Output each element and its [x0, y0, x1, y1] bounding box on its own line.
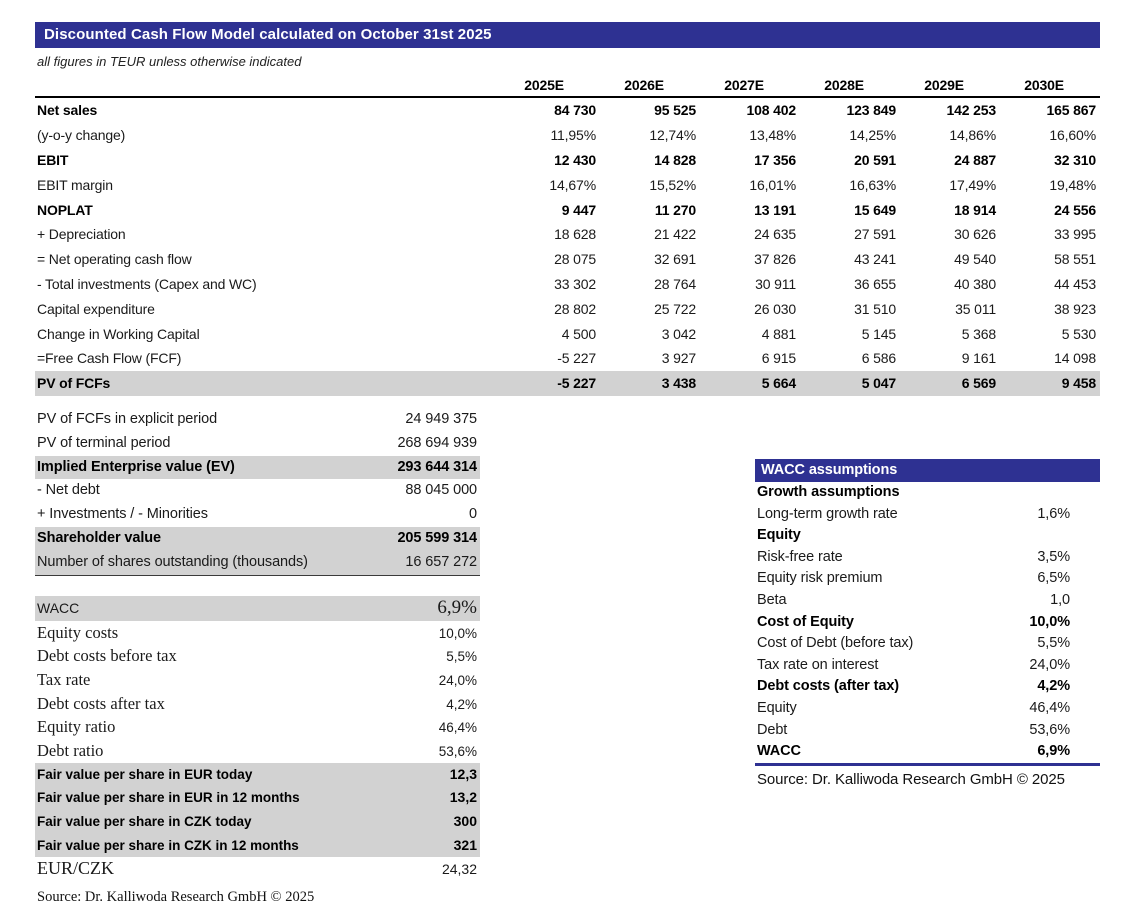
row-value-2027e: 26 030 [754, 300, 796, 317]
valuation-label: Number of shares outstanding (thousands) [37, 553, 308, 570]
wacc-left-label: Debt costs after tax [37, 693, 165, 713]
wacc-left-label: WACC [37, 600, 80, 616]
wacc-assumption-row [755, 676, 1100, 698]
valuation-row [35, 432, 480, 456]
wacc-assumption-row [755, 720, 1100, 742]
wacc-left-row [35, 692, 480, 716]
row-value-2029e: 35 011 [955, 300, 996, 317]
table-row [35, 172, 1100, 197]
row-value-2026e: 3 927 [661, 350, 696, 367]
row-value-2028e: 31 510 [854, 300, 896, 317]
table-row [35, 123, 1100, 148]
report-subtitle: all figures in TEUR unless otherwise indicated [37, 54, 302, 69]
row-value-2030e: 58 551 [1054, 251, 1096, 268]
table-row [35, 296, 1100, 321]
wacc-assumptions-rows [755, 482, 1100, 766]
report-title: Discounted Cash Flow Model calculated on October 31st 2025 [44, 26, 492, 43]
row-value-2029e: 24 887 [954, 151, 996, 168]
dcf-projection-table [35, 74, 1100, 396]
row-label: =Free Cash Flow (FCF) [37, 350, 182, 367]
wacc-left-label: Tax rate [37, 669, 91, 689]
wacc-assumption-row [755, 612, 1100, 634]
row-value-2027e: 4 881 [761, 325, 796, 342]
label-column-spacer [35, 74, 500, 97]
wacc-assumption-value: 5,5% [1037, 635, 1070, 652]
wacc-left-value: 12,3 [449, 765, 477, 782]
valuation-value: 16 657 272 [405, 553, 477, 570]
row-value-2026e: 21 422 [654, 226, 696, 243]
row-value-2030e: 5 530 [1061, 325, 1096, 342]
valuation-label: PV of terminal period [37, 434, 171, 451]
wacc-assumption-label: Tax rate on interest [757, 656, 879, 673]
wacc-assumption-label: Debt costs (after tax) [757, 678, 900, 695]
wacc-left-label: Fair value per share in EUR in 12 months [37, 790, 300, 806]
wacc-left-value: 4,2% [446, 696, 477, 712]
wacc-left-value: 24,32 [441, 861, 477, 878]
wacc-assumption-label: WACC [757, 743, 801, 760]
wacc-left-value: 321 [453, 836, 477, 853]
valuation-summary-block [35, 408, 480, 576]
row-value-2026e: 3 438 [600, 371, 700, 396]
wacc-assumption-row [755, 482, 1100, 504]
valuation-label: + Investments / - Minorities [37, 506, 208, 523]
wacc-assumption-label: Cost of Debt (before tax) [757, 635, 914, 652]
wacc-assumption-value [990, 482, 1100, 504]
wacc-assumption-label: Beta [757, 591, 787, 608]
wacc-left-row [35, 834, 480, 858]
row-value-2027e: 16,01% [749, 176, 796, 193]
valuation-label: Implied Enterprise value (EV) [37, 458, 235, 475]
row-value-2025e: 84 730 [554, 102, 596, 119]
row-label: (y-o-y change) [37, 127, 126, 144]
wacc-left-value: 10,0% [438, 625, 477, 641]
wacc-assumption-label: Risk-free rate [757, 548, 843, 565]
wacc-assumptions-block [755, 459, 1100, 788]
row-value-2027e: 30 911 [755, 275, 796, 292]
wacc-left-row [35, 596, 480, 621]
wacc-left-row [35, 810, 480, 834]
row-value-2029e: 49 540 [954, 251, 996, 268]
row-value-2028e: 36 655 [854, 275, 896, 292]
dcf-table-body [35, 97, 1100, 396]
row-label: Net sales [37, 102, 98, 119]
wacc-assumption-label: Equity risk premium [757, 570, 883, 587]
wacc-and-fair-value-block [35, 596, 480, 881]
valuation-value: 88 045 000 [405, 482, 477, 499]
valuation-row [35, 408, 480, 432]
row-value-2027e: 37 826 [754, 251, 796, 268]
column-header-2028e: 2028E [800, 74, 900, 97]
wacc-left-row [35, 715, 480, 739]
row-value-2025e: -5 227 [557, 350, 596, 367]
wacc-assumption-value [990, 525, 1100, 547]
wacc-left-row [35, 621, 480, 645]
row-value-2028e: 14,25% [849, 127, 896, 144]
wacc-assumption-label: Equity [757, 527, 801, 544]
wacc-left-label: Fair value per share in CZK today [37, 814, 252, 829]
row-value-2030e: 16,60% [1049, 127, 1096, 144]
wacc-left-row [35, 739, 480, 763]
valuation-value: 268 694 939 [397, 434, 477, 451]
row-value-2026e: 3 042 [661, 325, 696, 342]
wacc-assumption-label: Long-term growth rate [757, 505, 898, 522]
wacc-left-row [35, 668, 480, 692]
table-row [35, 197, 1100, 222]
wacc-left-value: 24,0% [438, 672, 477, 688]
row-label: EBIT margin [37, 176, 113, 193]
valuation-row [35, 551, 480, 575]
row-value-2027e: 17 356 [754, 151, 796, 168]
valuation-row [35, 503, 480, 527]
wacc-assumption-row [755, 655, 1100, 677]
row-label: - Total investments (Capex and WC) [37, 275, 257, 292]
wacc-assumption-row [755, 547, 1100, 569]
row-value-2030e: 19,48% [1049, 176, 1096, 193]
wacc-assumption-row [755, 590, 1100, 612]
valuation-label: - Net debt [37, 482, 100, 499]
valuation-row [35, 527, 480, 551]
row-value-2029e: 6 569 [900, 371, 1000, 396]
wacc-assumption-value: 53,6% [1029, 721, 1070, 738]
wacc-assumption-row [755, 568, 1100, 590]
row-value-2028e: 15 649 [854, 201, 896, 218]
row-value-2028e: 5 047 [800, 371, 900, 396]
valuation-label: PV of FCFs in explicit period [37, 411, 218, 427]
row-value-2030e: 24 556 [1054, 201, 1096, 218]
wacc-left-row [35, 644, 480, 668]
wacc-assumption-row [755, 633, 1100, 655]
wacc-assumption-label: Cost of Equity [757, 613, 854, 630]
wacc-assumption-row [755, 504, 1100, 526]
row-value-2027e: 13 191 [754, 201, 796, 218]
row-label: NOPLAT [37, 201, 93, 218]
row-value-2027e: 108 402 [746, 102, 796, 119]
wacc-assumption-value: 1,6% [1037, 505, 1070, 522]
row-label: + Depreciation [37, 226, 126, 243]
column-header-2029e: 2029E [900, 74, 1000, 97]
wacc-left-label: Fair value per share in CZK in 12 months [37, 837, 299, 853]
wacc-left-label: Equity ratio [37, 717, 116, 737]
wacc-assumption-value: 6,9% [1037, 743, 1070, 760]
wacc-left-value: 6,9% [437, 597, 477, 618]
table-row [35, 247, 1100, 272]
wacc-assumption-value: 1,0 [1050, 591, 1070, 608]
row-value-2025e: 28 075 [554, 251, 596, 268]
wacc-left-value: 5,5% [446, 649, 477, 665]
row-value-2030e: 14 098 [1054, 350, 1096, 367]
row-value-2025e: 28 802 [554, 300, 596, 317]
row-value-2028e: 5 145 [861, 325, 896, 342]
valuation-value: 24 949 375 [405, 411, 477, 427]
row-label: Capital expenditure [37, 300, 155, 317]
row-value-2030e: 33 995 [1054, 226, 1096, 243]
header-row [35, 74, 1100, 97]
row-value-2030e: 165 867 [1046, 102, 1096, 119]
wacc-assumption-label: Equity [757, 699, 797, 716]
wacc-assumption-value: 6,5% [1037, 570, 1070, 587]
column-header-2025e: 2025E [500, 74, 600, 97]
row-value-2025e: 11,95% [550, 127, 596, 144]
row-label: = Net operating cash flow [37, 251, 192, 268]
valuation-value: 0 [469, 506, 477, 523]
valuation-row [35, 456, 480, 480]
wacc-left-row [35, 857, 480, 881]
wacc-left-label: Debt ratio [37, 740, 104, 760]
row-label: EBIT [37, 151, 69, 168]
row-value-2027e: 13,48% [749, 127, 796, 144]
row-value-2029e: 5 368 [961, 325, 996, 342]
row-value-2026e: 11 270 [654, 201, 696, 218]
valuation-label: Shareholder value [37, 529, 162, 546]
wacc-assumption-value: 10,0% [1029, 613, 1070, 630]
report-title-band [35, 22, 1100, 48]
row-value-2026e: 12,74% [649, 127, 696, 144]
row-value-2030e: 9 458 [1000, 371, 1100, 396]
row-value-2025e: 12 430 [554, 151, 596, 168]
wacc-assumption-value: 3,5% [1037, 548, 1070, 565]
source-note-left: Source: Dr. Kalliwoda Research GmbH © 2025 [37, 889, 315, 905]
row-value-2030e: 32 310 [1054, 151, 1096, 168]
table-row [35, 371, 1100, 396]
row-value-2026e: 95 525 [654, 102, 696, 119]
row-value-2029e: 17,49% [949, 176, 996, 193]
wacc-assumption-row [755, 525, 1100, 547]
wacc-left-row [35, 763, 480, 787]
row-value-2025e: 33 302 [554, 275, 596, 292]
row-value-2029e: 9 161 [961, 350, 996, 367]
wacc-left-value: 300 [453, 813, 477, 829]
row-value-2029e: 14,86% [949, 127, 996, 144]
row-value-2026e: 14 828 [654, 151, 696, 168]
wacc-left-label: Equity costs [37, 622, 119, 642]
row-value-2026e: 28 764 [654, 275, 696, 292]
row-value-2027e: 6 915 [761, 350, 796, 367]
dcf-table-header [35, 74, 1100, 97]
row-value-2025e: 9 447 [561, 201, 596, 218]
row-value-2028e: 6 586 [861, 350, 896, 367]
row-value-2028e: 20 591 [854, 151, 896, 168]
row-value-2029e: 30 626 [954, 226, 996, 243]
table-row [35, 272, 1100, 297]
row-value-2027e: 24 635 [754, 226, 796, 243]
column-header-2030e: 2030E [1000, 74, 1100, 97]
row-value-2025e: -5 227 [500, 371, 600, 396]
table-row [35, 346, 1100, 371]
source-note-right: Source: Dr. Kalliwoda Research GmbH © 2025 [757, 770, 1065, 788]
wacc-assumption-value: 46,4% [1029, 699, 1070, 716]
row-value-2028e: 27 591 [854, 226, 896, 243]
row-value-2029e: 142 253 [946, 102, 996, 119]
row-value-2029e: 40 380 [954, 275, 996, 292]
table-row [35, 97, 1100, 123]
wacc-assumption-value: 4,2% [1037, 678, 1070, 695]
wacc-assumption-label: Debt [757, 721, 788, 738]
wacc-left-label: Debt costs before tax [37, 646, 177, 666]
row-value-2029e: 18 914 [954, 201, 996, 218]
wacc-assumptions-header: WACC assumptions [755, 459, 1100, 482]
table-row [35, 222, 1100, 247]
valuation-value: 293 644 314 [397, 458, 477, 475]
wacc-left-label: Fair value per share in EUR today [37, 766, 253, 782]
row-value-2028e: 16,63% [849, 176, 896, 193]
row-value-2026e: 15,52% [649, 176, 696, 193]
table-row [35, 148, 1100, 173]
row-value-2030e: 38 923 [1054, 300, 1096, 317]
row-label: Change in Working Capital [37, 325, 200, 342]
wacc-assumption-value: 24,0% [1029, 656, 1070, 673]
row-value-2025e: 18 628 [554, 226, 596, 243]
wacc-left-row [35, 786, 480, 810]
row-value-2027e: 5 664 [700, 371, 800, 396]
wacc-left-label: EUR/CZK [37, 858, 115, 879]
valuation-value: 205 599 314 [397, 529, 477, 546]
row-value-2025e: 4 500 [561, 325, 596, 342]
row-value-2028e: 43 241 [854, 251, 896, 268]
wacc-assumption-row [755, 698, 1100, 720]
column-header-2027e: 2027E [700, 74, 800, 97]
row-value-2026e: 25 722 [654, 300, 696, 317]
wacc-left-value: 53,6% [438, 743, 477, 759]
row-value-2026e: 32 691 [654, 251, 696, 268]
row-value-2028e: 123 849 [846, 102, 896, 119]
wacc-left-value: 13,2 [449, 789, 477, 806]
wacc-assumption-label: Growth assumptions [757, 484, 900, 500]
wacc-assumption-row [755, 741, 1100, 763]
row-value-2025e: 14,67% [549, 176, 596, 193]
valuation-row [35, 479, 480, 503]
column-header-2026e: 2026E [600, 74, 700, 97]
wacc-left-value: 46,4% [438, 720, 477, 736]
row-label: PV of FCFs [35, 371, 500, 396]
row-value-2030e: 44 453 [1054, 275, 1096, 292]
table-row [35, 321, 1100, 346]
